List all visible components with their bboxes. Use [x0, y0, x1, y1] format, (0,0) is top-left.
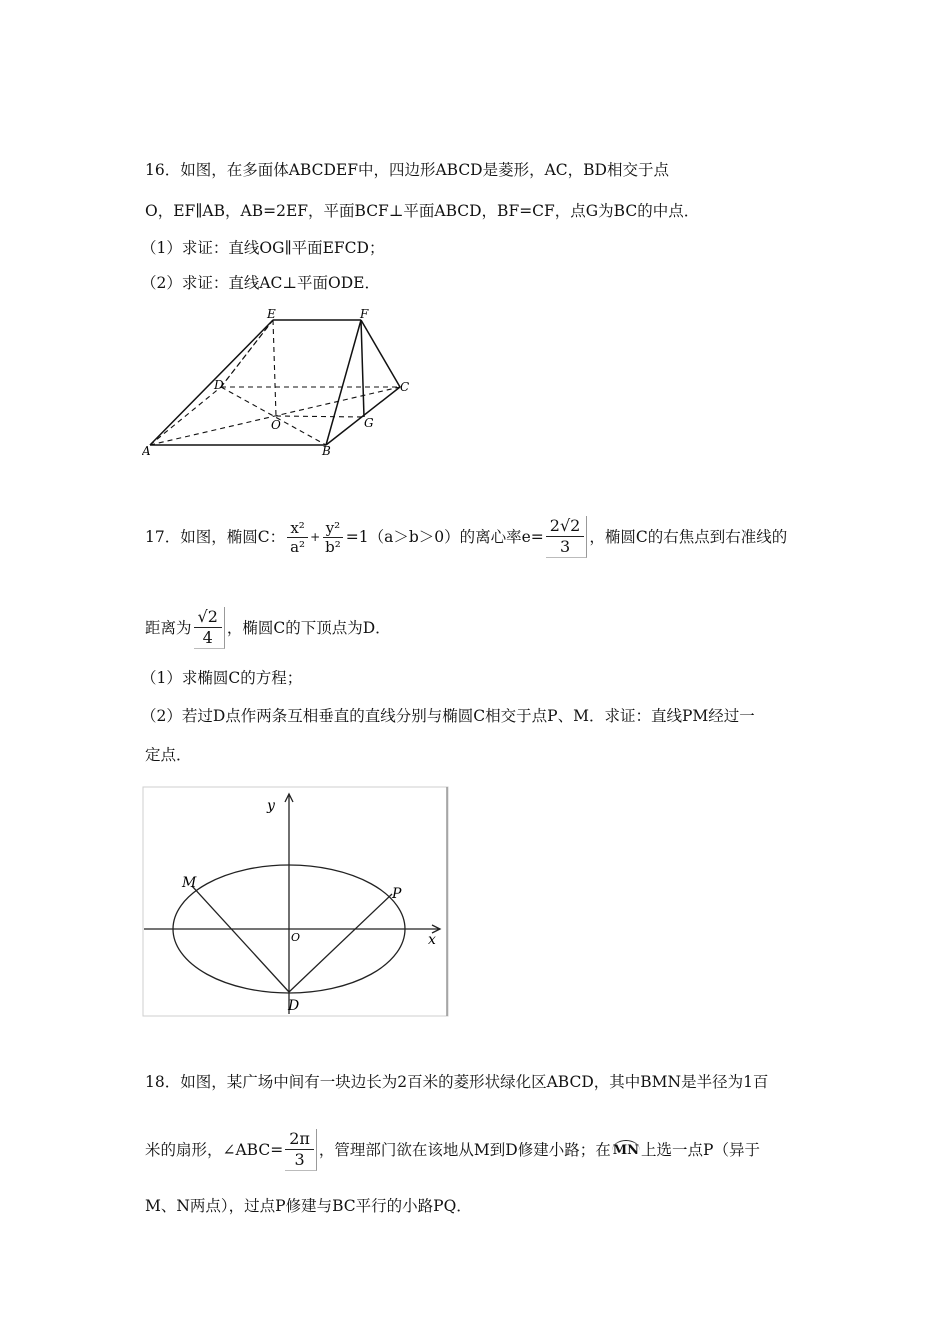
- distance-fraction: [194, 607, 225, 649]
- frac2-num: y²: [323, 519, 344, 538]
- q17-part2a: （2）若过D点作两条互相垂直的直线分别与椭圆C相交于点P、M．求证：直线PM经过一: [141, 707, 755, 725]
- q18-line2-suffix: 上选一点P（异于: [641, 1141, 760, 1159]
- ecc-den: 3: [559, 537, 571, 556]
- angle-num: 2π: [285, 1129, 314, 1150]
- label-origin: O: [291, 931, 301, 944]
- q16-part2: （2）求证：直线AC⊥平面ODE．: [141, 274, 380, 292]
- label-E: E: [267, 307, 276, 321]
- q17-line1: [145, 515, 787, 559]
- frac1-num: x²: [287, 519, 307, 538]
- q17-mid: =1（a＞b＞0）的离心率e=: [345, 528, 544, 546]
- frac2-den: b²: [325, 537, 341, 556]
- q17-line2-suffix: ，椭圆C的下顶点为D．: [226, 619, 391, 637]
- arc-MN: MN: [612, 1140, 640, 1161]
- q17-suffix: ，椭圆C的右焦点到右准线的: [589, 528, 788, 546]
- q17-part1: （1）求椭圆C的方程；: [141, 669, 303, 687]
- q17-line2-prefix: 距离为: [145, 619, 192, 637]
- label-A: A: [142, 444, 151, 457]
- q17-prefix: 17．如图，椭圆C：: [145, 528, 286, 546]
- q17-part2b: 定点．: [145, 746, 192, 764]
- angle-den: 3: [294, 1150, 305, 1169]
- polyhedron-figure: [142, 305, 410, 457]
- ellipse-figure: [142, 786, 450, 1018]
- q18-line2-mid: ，管理部门欲在该地从M到D修建小路；在: [318, 1141, 611, 1159]
- eccentricity-fraction: [546, 516, 588, 558]
- label-M: M: [182, 875, 197, 891]
- label-O: O: [271, 418, 281, 432]
- dist-num: √2: [194, 607, 222, 628]
- angle-fraction: [285, 1129, 317, 1171]
- label-F: F: [360, 307, 369, 321]
- q16-line1: 16．如图，在多面体ABCDEF中，四边形ABCD是菱形，AC，BD相交于点: [145, 161, 669, 179]
- dist-den: 4: [202, 628, 213, 647]
- q18-line2: [145, 1128, 760, 1172]
- label-C: C: [400, 380, 410, 394]
- label-G: G: [364, 416, 374, 430]
- q16-part1: （1）求证：直线OG∥平面EFCD；: [141, 239, 385, 257]
- label-B: B: [322, 444, 331, 457]
- label-x-axis: x: [428, 932, 436, 948]
- q18-line3: M、N两点），过点P修建与BC平行的小路PQ．: [145, 1197, 472, 1215]
- q18-line1: 18．如图，某广场中间有一块边长为2百米的菱形状绿化区ABCD，其中BMN是半径为1百: [145, 1073, 769, 1091]
- label-D: D: [288, 998, 300, 1014]
- q18-line2-prefix: 米的扇形，∠ABC=: [145, 1141, 284, 1159]
- fraction-y2-b2: [322, 519, 344, 556]
- label-y-axis: y: [267, 798, 275, 814]
- q17-line2: [145, 606, 391, 650]
- label-D: D: [214, 378, 224, 392]
- label-P: P: [392, 886, 402, 902]
- q16-line2: O，EF∥AB，AB=2EF，平面BCF⊥平面ABCD，BF=CF，点G为BC的中点．: [145, 202, 700, 220]
- frac1-den: a²: [290, 537, 306, 556]
- ecc-num: 2√2: [546, 516, 585, 537]
- fraction-x2-a2: [287, 519, 308, 556]
- plus-sign: +: [310, 530, 321, 544]
